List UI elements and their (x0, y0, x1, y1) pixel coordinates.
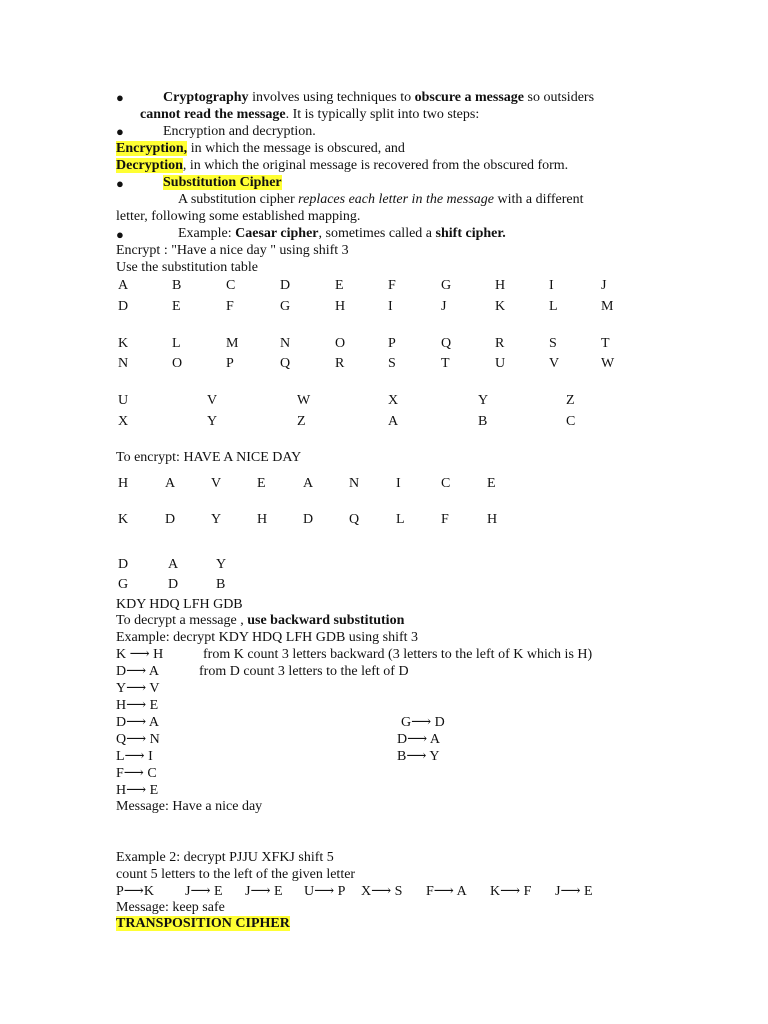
letter-cell: H (487, 512, 498, 527)
decrypt-note: from D count 3 letters to the left of D (199, 664, 409, 679)
letter-cell: E (257, 476, 266, 491)
intro-line-2: cannot read the message. It is typically split into two steps: (140, 107, 480, 122)
bullet-4: ● (116, 227, 124, 242)
letter-cell: D (165, 512, 176, 527)
bullet-1: ● (116, 90, 124, 105)
table-cell: G (280, 299, 291, 314)
letter-cell: E (487, 476, 496, 491)
letter-cell: F (441, 512, 449, 527)
table-cell: N (280, 336, 291, 351)
letter-cell: H (257, 512, 268, 527)
table-cell: B (172, 278, 182, 293)
letter-cell: B (216, 577, 226, 592)
letter-cell: I (396, 476, 401, 491)
letter-cell: K (118, 512, 129, 527)
table-cell: J (601, 278, 607, 293)
example2-title: Example 2: decrypt PJJU XFKJ shift 5 (116, 850, 334, 865)
decrypt-map: Q⟶ N (116, 732, 160, 747)
transposition-heading: TRANSPOSITION CIPHER (116, 916, 290, 931)
table-cell: Q (441, 336, 452, 351)
table-cell: U (118, 393, 129, 408)
table-cell: J (441, 299, 447, 314)
table-instruction: Use the substitution table (116, 260, 258, 275)
decrypt-map-right: B⟶ Y (397, 749, 440, 764)
decrypt-map: H⟶ E (116, 698, 159, 713)
table-cell: Z (566, 393, 575, 408)
decrypted-message: Message: Have a nice day (116, 799, 263, 814)
table-cell: R (335, 356, 345, 371)
encrypted-result: KDY HDQ LFH GDB (116, 597, 243, 612)
table-cell: F (226, 299, 234, 314)
table-cell: P (388, 336, 396, 351)
table-cell: D (118, 299, 129, 314)
table-cell: A (118, 278, 129, 293)
table-cell: F (388, 278, 396, 293)
table-cell: K (495, 299, 506, 314)
table-cell: Y (478, 393, 489, 408)
decrypt-map: L⟶ I (116, 749, 153, 764)
table-cell: I (388, 299, 393, 314)
table-cell: N (118, 356, 129, 371)
decrypt-example: Example: decrypt KDY HDQ LFH GDB using shift 3 (116, 630, 419, 645)
letter-cell: D (303, 512, 314, 527)
substitution-heading: Substitution Cipher (163, 175, 282, 190)
substitution-desc-1: A substitution cipher replaces each letter in the message with a different (178, 192, 584, 207)
caesar-example-line: Example: Caesar cipher, sometimes called a shift cipher. (178, 226, 506, 241)
table-cell: I (549, 278, 554, 293)
table-cell: M (226, 336, 239, 351)
table-cell: P (226, 356, 234, 371)
letter-cell: Q (349, 512, 360, 527)
decrypt-map: K ⟶ H (116, 647, 164, 662)
letter-cell: A (303, 476, 314, 491)
bullet-3: ● (116, 176, 124, 191)
table-cell: C (566, 414, 576, 429)
table-cell: Q (280, 356, 291, 371)
table-cell: H (335, 299, 346, 314)
decrypt-map-right: D⟶ A (397, 732, 441, 747)
mapping-item: J⟶ E (245, 884, 283, 899)
decrypt-note: from K count 3 letters backward (3 letters to the left of K which is H) (203, 647, 593, 662)
example2-message: Message: keep safe (116, 900, 225, 915)
table-cell: S (549, 336, 557, 351)
letter-cell: D (118, 557, 129, 572)
table-cell: W (601, 356, 615, 371)
decrypt-map: F⟶ C (116, 766, 157, 781)
table-cell: X (388, 393, 399, 408)
table-cell: X (118, 414, 129, 429)
table-cell: G (441, 278, 452, 293)
encryption-line: Encryption, in which the message is obscured, and (116, 141, 405, 156)
table-cell: R (495, 336, 505, 351)
letter-cell: N (349, 476, 360, 491)
intro-line-1: Cryptography involves using techniques to obscure a message so outsiders (163, 90, 595, 105)
table-cell: U (495, 356, 506, 371)
letter-cell: A (165, 476, 176, 491)
table-cell: E (172, 299, 181, 314)
table-cell: M (601, 299, 614, 314)
table-cell: H (495, 278, 506, 293)
mapping-item: U⟶ P (304, 884, 346, 899)
encryption-highlight: Encryption, (116, 141, 188, 156)
table-cell: V (549, 356, 560, 371)
table-cell: O (335, 336, 346, 351)
table-cell: A (388, 414, 399, 429)
table-cell: L (172, 336, 181, 351)
table-cell: Y (207, 414, 218, 429)
mapping-item: J⟶ E (185, 884, 223, 899)
table-cell: Z (297, 414, 306, 429)
decryption-highlight: Decryption (116, 158, 183, 173)
decryption-line: Decryption, in which the original message is recovered from the obscured form. (116, 158, 569, 173)
letter-cell: G (118, 577, 129, 592)
mapping-item: K⟶ F (490, 884, 532, 899)
table-cell: E (335, 278, 344, 293)
table-cell: K (118, 336, 129, 351)
table-cell: L (549, 299, 558, 314)
table-cell: O (172, 356, 183, 371)
mapping-item: P⟶K (116, 884, 154, 899)
encrypt-heading: To encrypt: HAVE A NICE DAY (116, 450, 302, 465)
letter-cell: L (396, 512, 405, 527)
table-cell: B (478, 414, 488, 429)
decrypt-map: Y⟶ V (116, 681, 160, 696)
letter-cell: C (441, 476, 451, 491)
letter-cell: A (168, 557, 179, 572)
letter-cell: V (211, 476, 222, 491)
table-cell: C (226, 278, 236, 293)
decrypt-map: H⟶ E (116, 783, 159, 798)
letter-cell: Y (211, 512, 222, 527)
bullet-2-text: Encryption and decryption. (163, 124, 316, 139)
decrypt-map: D⟶ A (116, 664, 160, 679)
example2-instruction: count 5 letters to the left of the given letter (116, 867, 356, 882)
table-cell: S (388, 356, 396, 371)
bullet-2: ● (116, 124, 124, 139)
mapping-item: J⟶ E (555, 884, 593, 899)
table-cell: D (280, 278, 291, 293)
table-cell: V (207, 393, 218, 408)
mapping-item: F⟶ A (426, 884, 467, 899)
decrypt-map: D⟶ A (116, 715, 160, 730)
substitution-desc-2: letter, following some established mapping. (116, 209, 361, 224)
table-cell: T (441, 356, 450, 371)
letter-cell: Y (216, 557, 227, 572)
decrypt-map-right: G⟶ D (401, 715, 445, 730)
decrypt-instruction: To decrypt a message , use backward substitution (116, 613, 405, 628)
table-cell: T (601, 336, 610, 351)
term-cryptography: Cryptography (163, 90, 249, 105)
letter-cell: H (118, 476, 129, 491)
letter-cell: D (168, 577, 179, 592)
table-cell: W (297, 393, 311, 408)
encrypt-instruction: Encrypt : "Have a nice day " using shift 3 (116, 243, 349, 258)
mapping-item: X⟶ S (361, 884, 403, 899)
